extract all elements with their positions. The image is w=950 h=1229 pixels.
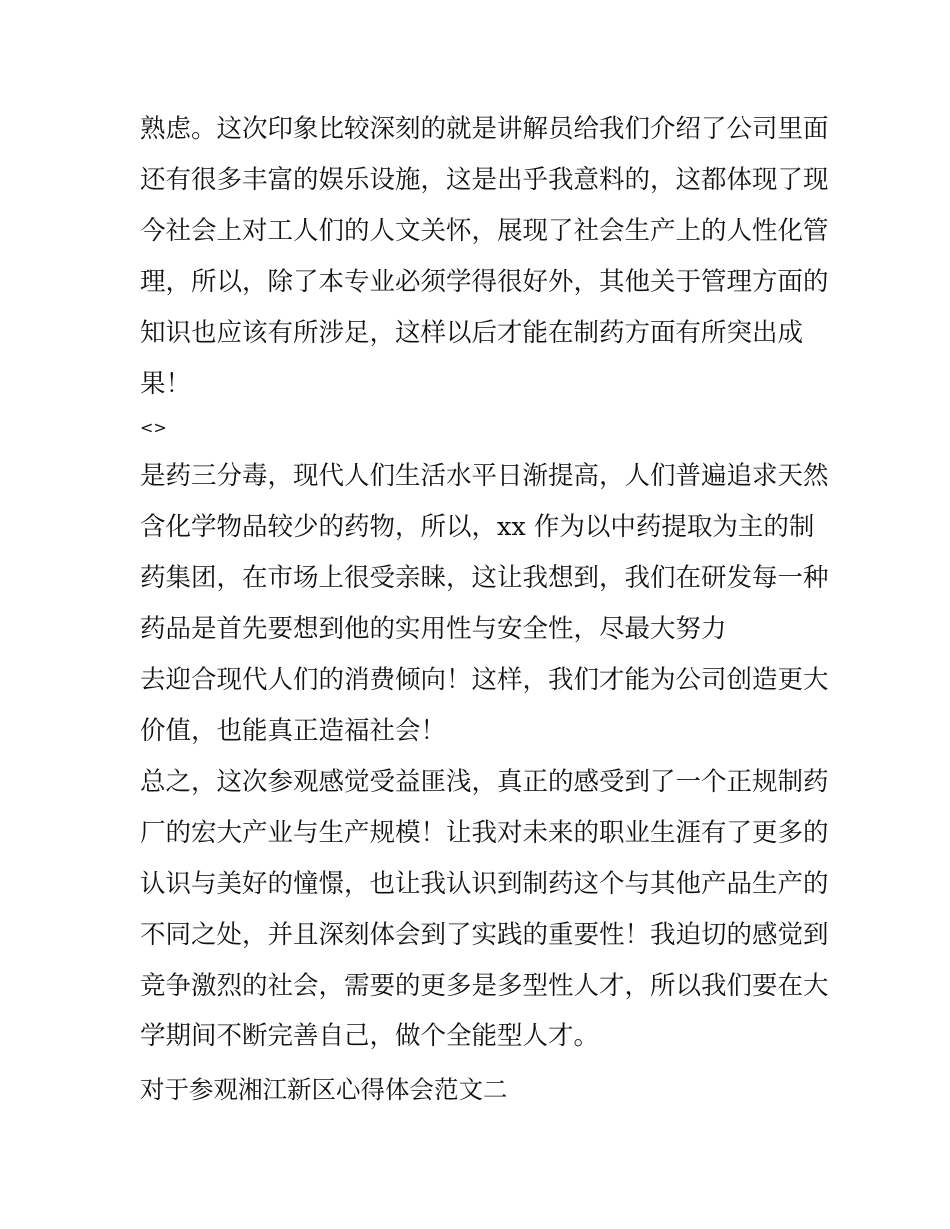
text-line-12: 去迎合现代人们的消费倾向！这样，我们才能为公司创造更大 (140, 665, 829, 695)
text-line-17: 不同之处，并且深刻体会到了实践的重要性！我迫切的感觉到 (140, 920, 829, 950)
text-line-10: 药集团，在市场上很受亲睐，这让我想到，我们在研发每一种 (140, 563, 829, 593)
text-line-16: 认识与美好的憧憬，也让我认识到制药这个与其他产品生产的 (140, 869, 829, 899)
text-line-13: 价值，也能真正造福社会！ (140, 716, 447, 746)
text-line-11: 药品是首先要想到他的实用性与安全性，尽最大努力 (140, 614, 727, 644)
section-heading: 对于参观湘江新区心得体会范文二 (140, 1075, 508, 1104)
text-line-14: 总之，这次参观感觉受益匪浅，真正的感受到了一个正规制药 (140, 767, 829, 797)
text-line-1: 熟虑。这次印象比较深刻的就是讲解员给我们介绍了公司里面 (140, 114, 829, 144)
text-line-18: 竞争激烈的社会，需要的更多是多型性人才，所以我们要在大 (140, 971, 829, 1001)
section-marker: <> (140, 418, 167, 437)
text-line-2: 还有很多丰富的娱乐设施，这是出乎我意料的，这都体现了现 (140, 165, 829, 195)
text-line-8: 是药三分毒，现代人们生活水平日渐提高，人们普遍追求天然 (140, 461, 829, 491)
text-line-5: 知识也应该有所涉足，这样以后才能在制药方面有所突出成 (140, 318, 804, 348)
text-line-3: 今社会上对工人们的人文关怀，展现了社会生产上的人性化管 (140, 216, 829, 246)
text-line-15: 厂的宏大产业与生产规模！让我对未来的职业生涯有了更多的 (140, 818, 829, 848)
text-line-6: 果！ (140, 369, 192, 399)
text-line-4: 理，所以，除了本专业必须学得很好外，其他关于管理方面的 (140, 267, 829, 297)
text-line-19: 学期间不断完善自己，做个全能型人才。 (140, 1021, 600, 1051)
text-line-9: 含化学物品较少的药物，所以，xx 作为以中药提取为主的制 (140, 512, 815, 542)
